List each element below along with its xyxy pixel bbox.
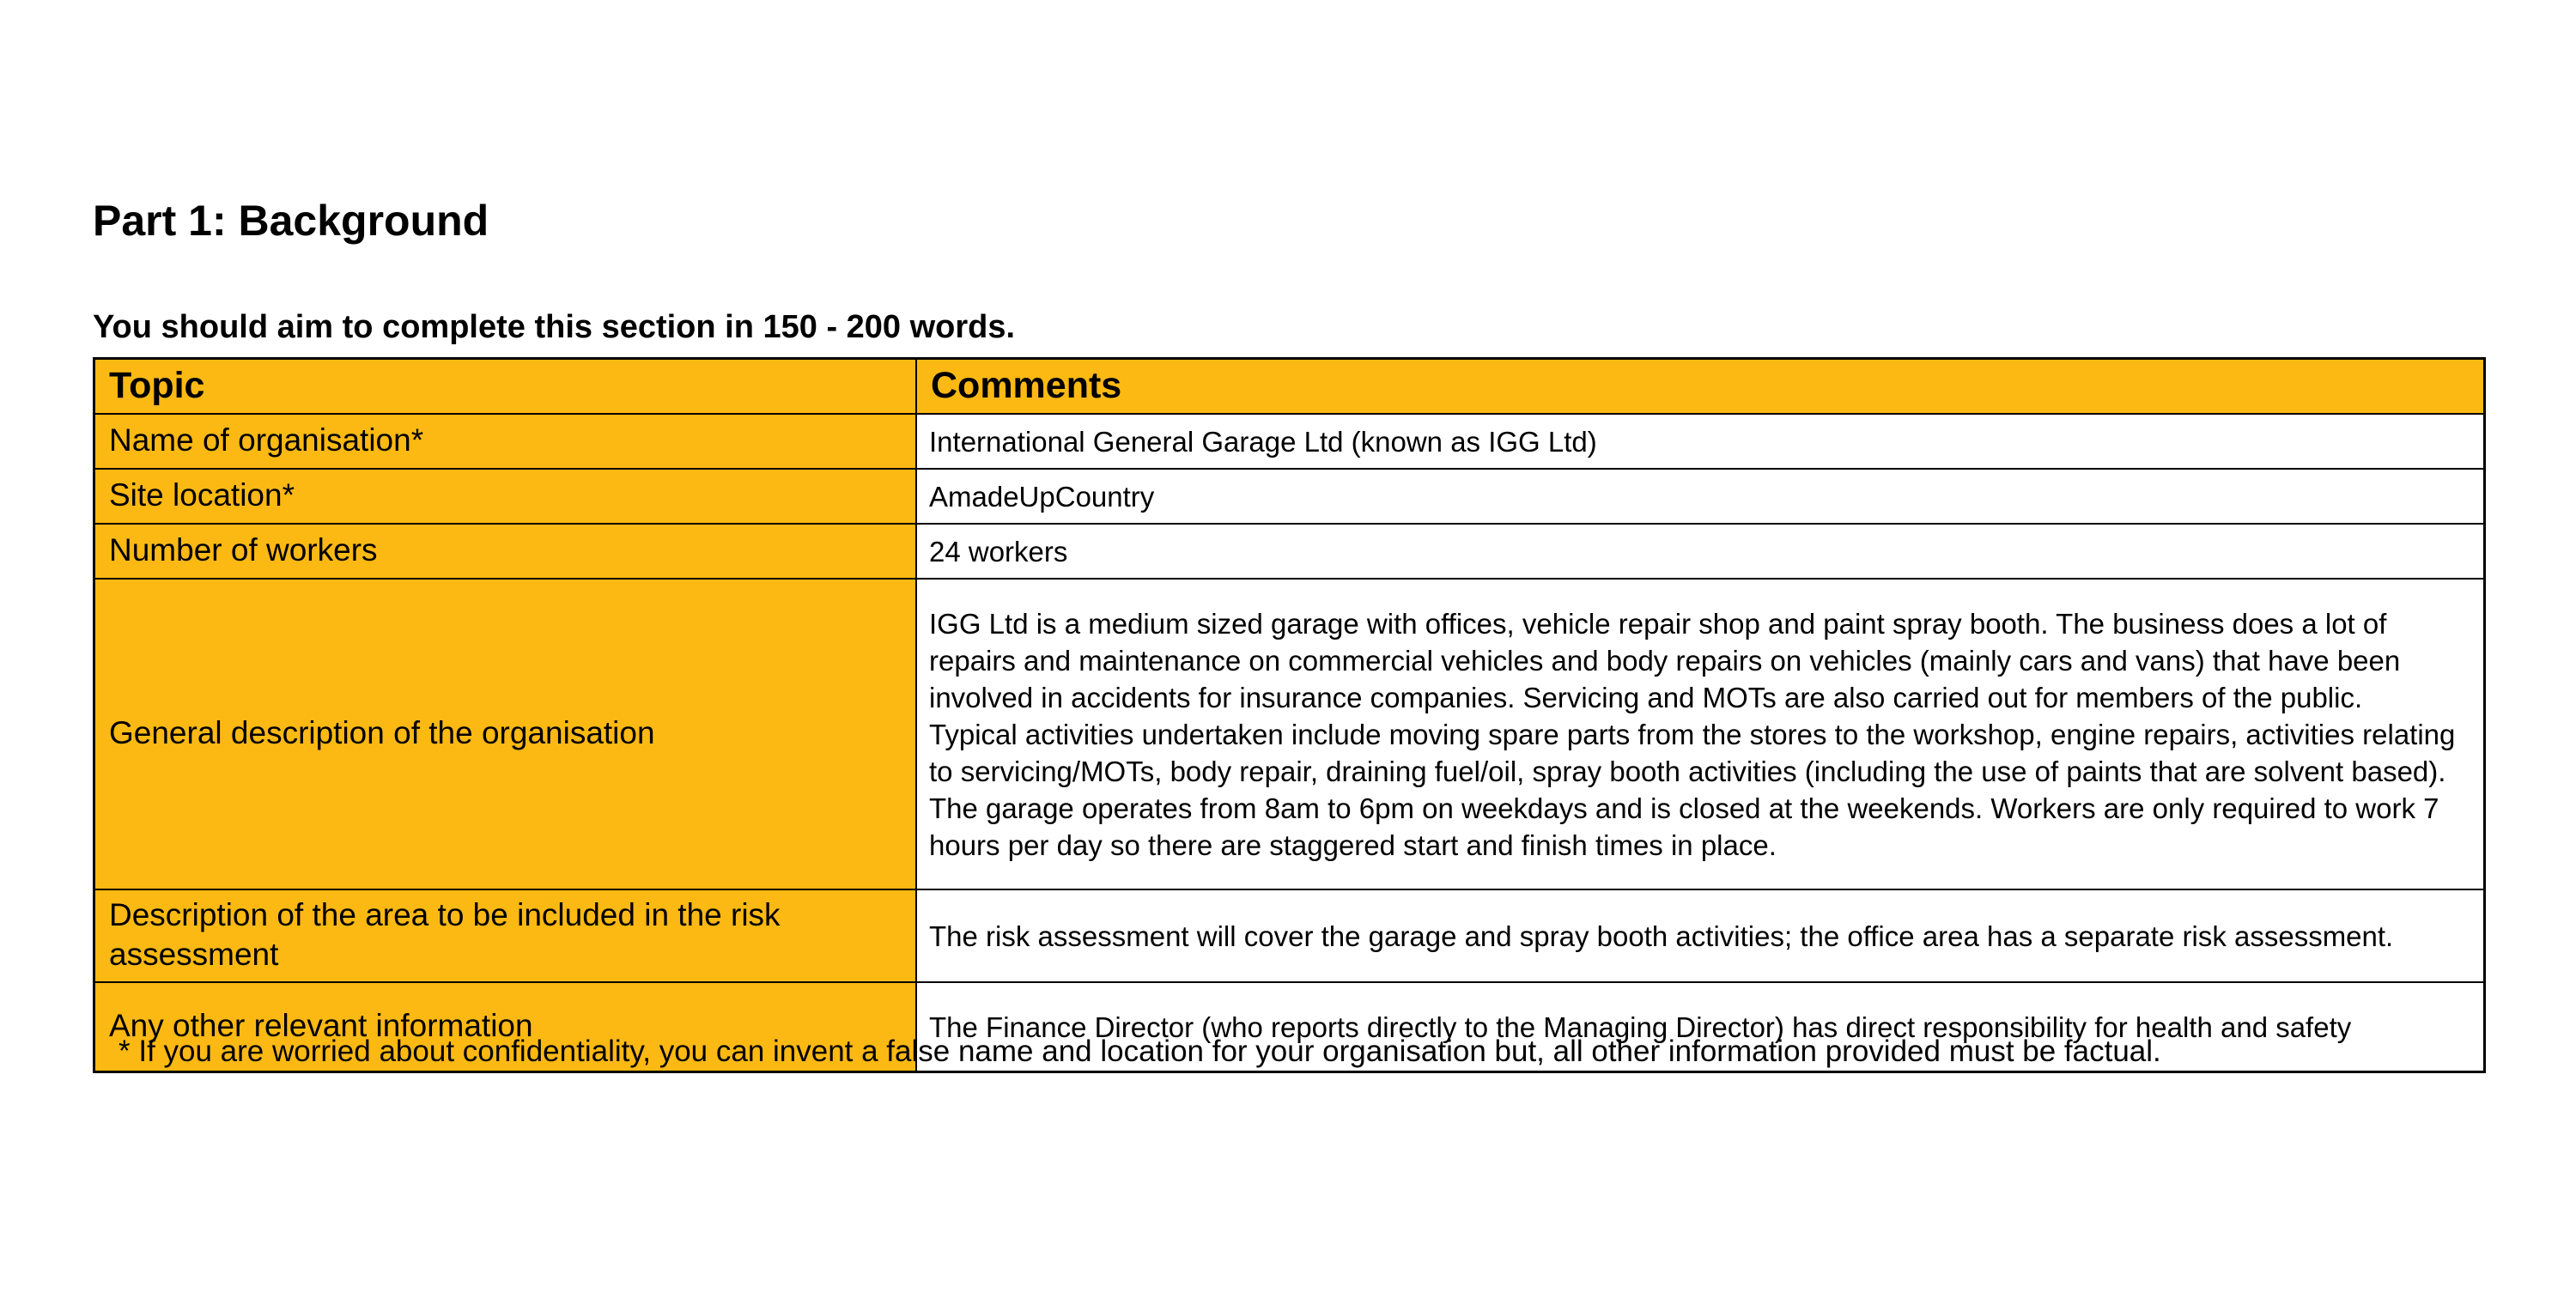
topic-cell: Site location* [94,469,917,524]
background-table [93,357,2486,1073]
topic-cell: General description of the organisation [94,579,917,889]
comment-cell: The risk assessment will cover the garage and spray booth activities; the office area has a separate risk assessment. [916,889,2485,982]
column-header-topic: Topic [94,359,917,415]
comment-cell: IGG Ltd is a medium sized garage with offices, vehicle repair shop and paint spray booth. The business does a lot of repairs and maintenance on commercial vehicles and body repairs on vehicles (mainly cars and vans) that have been involved in accidents for insurance companies. Servicing and MOTs are also carried out for members of the public. Typical activities undertaken include moving spare parts from the stores to the workshop, engine repairs, activities relating to servicing/MOTs, body repair, draining fuel/oil, spray booth activities (including the use of paints that are solvent based). The garage operates from 8am to 6pm on weekdays and is closed at the weekends. Workers are only required to work 7 hours per day so there are staggered start and finish times in place. [916,579,2485,889]
comment-cell: 24 workers [916,524,2485,579]
topic-cell: Description of the area to be included in the risk assessment [94,889,917,982]
table-row [94,469,2485,524]
instruction-text: You should aim to complete this section in 150 - 200 words. [93,309,1016,345]
footnote-text: * If you are worried about confidentiality, you can invent a false name and location for your organisation but, all other information provided must be factual. [118,1035,2161,1068]
topic-cell: Name of organisation* [94,414,917,469]
table-row [94,524,2485,579]
table-row [94,579,2485,889]
comment-cell: AmadeUpCountry [916,469,2485,524]
topic-cell: Number of workers [94,524,917,579]
topic-cell: Any other relevant information [94,982,917,1072]
page-title: Part 1: Background [93,197,489,245]
table-row [94,414,2485,469]
table-row [94,889,2485,982]
column-header-comments: Comments [916,359,2485,415]
table-header-row [94,359,2485,415]
comment-cell: International General Garage Ltd (known as IGG Ltd) [916,414,2485,469]
comment-cell: The Finance Director (who reports directly to the Managing Director) has direct responsibility for health and safety [916,982,2485,1072]
